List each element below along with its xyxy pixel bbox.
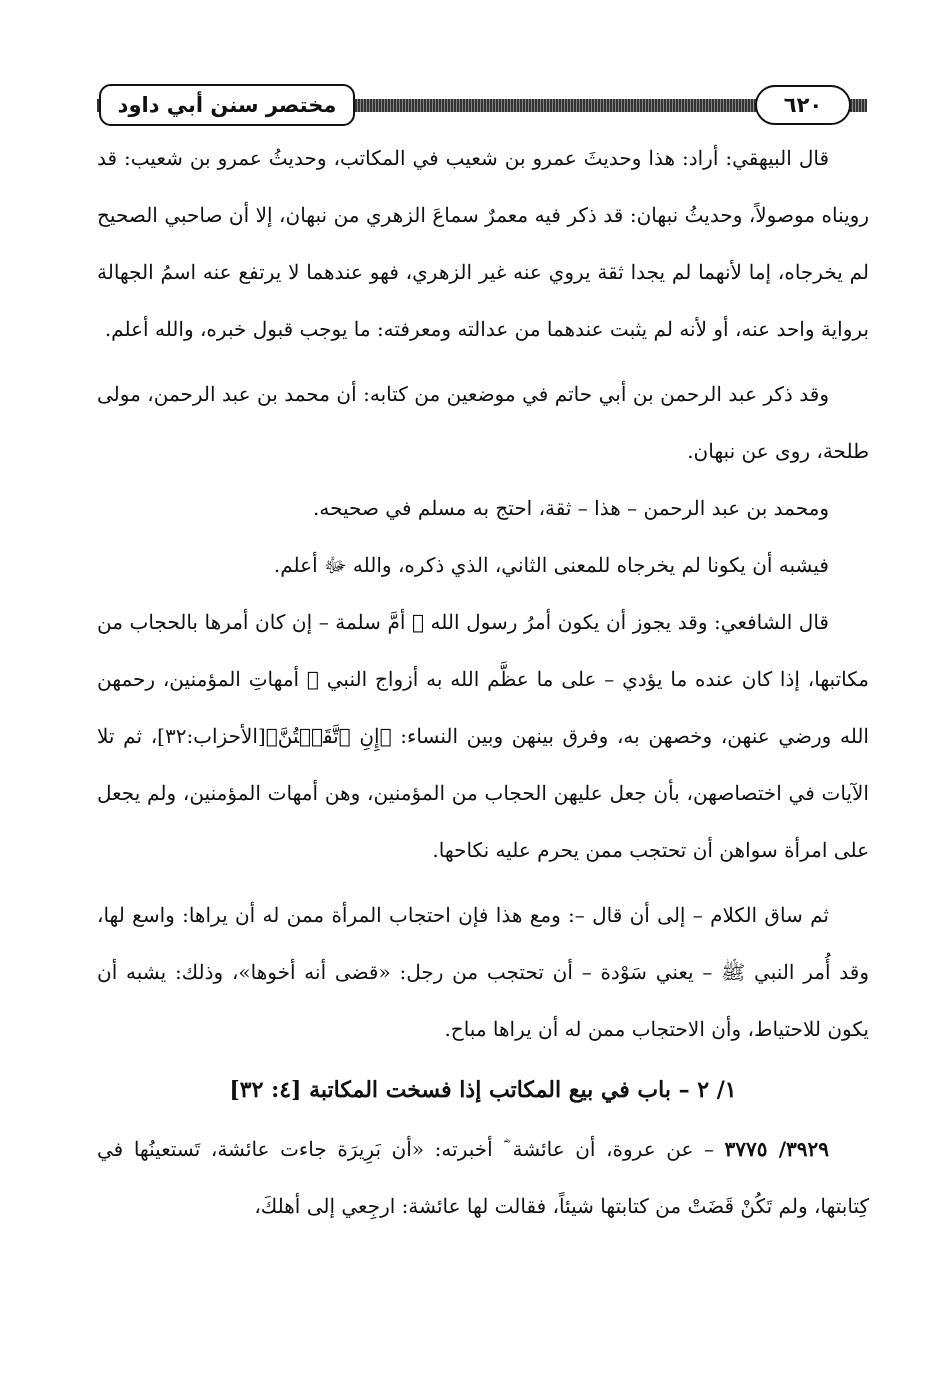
section-heading: ١/ ٢ – باب في بيع المكاتب إذا فسخت المكاتبة [٤: ٣٢] [229, 1077, 737, 1103]
paragraph-continuation: ثم ساق الكلام – إلى أن قال –: ومع هذا فإن احتجاب المرأة ممن له أن يراها: واسع لها، وقد أُمر النبي ﷺ – يعني سَوْدة – أن تحتجب من رجل: «قضى أنه أخوها»، وذلك: يشبه أن يكون للاحتياط، وأن الاحتجاب ممن له أن يراها مباح. [97, 903, 869, 1041]
paragraph-conclusion: فيشبه أن يكونا لم يخرجاه للمعنى الثاني، الذي ذكره، والله ﷻ أعلم. [273, 553, 829, 577]
page-number: ٦٢٠ [755, 85, 851, 125]
book-title: مختصر سنن أبي داود [99, 84, 355, 126]
paragraph-bayhaqi: قال البيهقي: أراد: هذا وحديثَ عمرو بن شعيب في المكاتب، وحديثُ عمرو بن شعيب: قد رويناه موصولاً، وحديثُ نبهان: قد ذكر فيه معمرٌ سماعَ الزهري من نبهان، إلا أن صاحبي الصحيح لم يخرجاه، إما لأنهما لم يجدا ثقة يروي عنه غير الزهري، فهو عندهما لا يرتفع عنه اسمُ الجهالة برواية واحد عنه، أو لأنه لم يثبت عندهما من عدالته ومعرفته: ما يوجب قبول خبره، والله أعلم. [97, 146, 869, 341]
hadith-text: – عن عروة، أن عائشة ؓ أخبرته: «أن بَرِيرَة جاءت عائشة، تَستعينُها في كِتابتها، ولم تَكُنْ قَضَتْ من كتابتها شيئاً، فقالت لها عائشة: ارجِعي إلى أهلكَ، [97, 1137, 869, 1218]
running-header [97, 80, 867, 130]
hadith-number: ٣٩٢٩/ ٣٧٧٥ [724, 1137, 829, 1161]
paragraph-shafii: قال الشافعي: وقد يجوز أن يكون أمرُ رسول الله ﷺ أمَّ سلمة – إن كان أمرها بالحجاب من مكاتبها، إذا كان عنده ما يؤدي – على ما عظَّم الله به أزواج النبي ﷺ أمهاتِ المؤمنين، رحمهن الله ورضي عنهن، وخصهن به، وفرق بينهن وبين النساء: ﴿إِنِ ٱتَّقَيۡتُنَّ﴾[الأحزاب:٣٢]، ثم تلا الآيات في اختصاصهن، بأن جعل عليهن الحجاب من المؤمنين، وهن أمهات المؤمنين، ولم يجعل على امرأة سواهن أن تحتجب ممن يحرم عليه نكاحها. [97, 610, 869, 862]
page-body [97, 130, 869, 1235]
paragraph-ibn-abi-hatim: وقد ذكر عبد الرحمن بن أبي حاتم في موضعين من كتابه: أن محمد بن عبد الرحمن، مولى طلحة، روى عن نبهان. [97, 382, 869, 463]
hadith-paragraph [97, 1121, 869, 1235]
paragraph-muhammad: ومحمد بن عبد الرحمن – هذا – ثقة، احتج به مسلم في صحيحه. [313, 496, 829, 520]
